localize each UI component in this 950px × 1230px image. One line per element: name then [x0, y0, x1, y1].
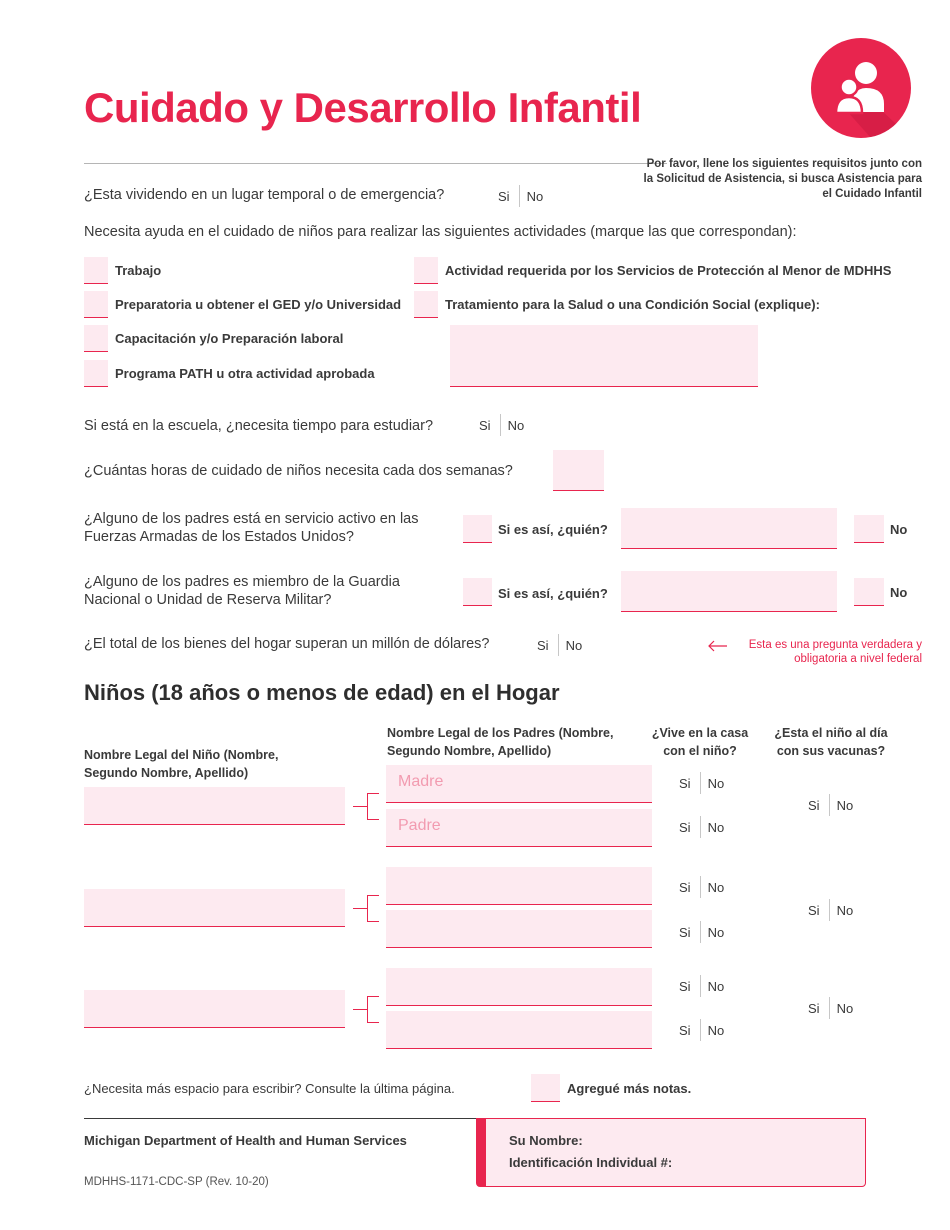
- checkbox-capacitacion[interactable]: [84, 325, 108, 352]
- footer-divider: [84, 1118, 476, 1119]
- checkbox-cps-activity[interactable]: [414, 257, 438, 284]
- child-name-field[interactable]: [84, 990, 345, 1028]
- form-number: MDHHS-1171-CDC-SP (Rev. 10-20): [84, 1176, 269, 1188]
- label-no: No: [890, 522, 908, 537]
- no-option[interactable]: No: [836, 1000, 854, 1016]
- bracket: [367, 895, 379, 922]
- divider: [829, 997, 830, 1019]
- question-armed-forces: ¿Alguno de los padres está en servicio activo en las Fuerzas Armadas de los Estados Unidos?: [84, 511, 419, 545]
- divider: [519, 185, 520, 207]
- yes-no-study-time[interactable]: [479, 414, 524, 436]
- checkbox-national-guard-no[interactable]: [854, 578, 884, 606]
- yes-no-lives-mother[interactable]: [679, 876, 724, 898]
- question-study-time: Si está en la escuela, ¿necesita tiempo para estudiar?: [84, 418, 434, 434]
- father-name-field[interactable]: [386, 1011, 652, 1049]
- yes-option[interactable]: Si: [537, 637, 549, 653]
- title-divider: [84, 163, 667, 164]
- no-option[interactable]: No: [707, 879, 725, 895]
- yes-option[interactable]: Si: [808, 797, 820, 813]
- checkbox-more-notes[interactable]: [531, 1074, 560, 1102]
- yes-option[interactable]: Si: [679, 924, 691, 940]
- divider: [700, 975, 701, 997]
- yes-no-lives-father[interactable]: [679, 1019, 724, 1041]
- no-option[interactable]: No: [707, 978, 725, 994]
- no-option[interactable]: No: [707, 924, 725, 940]
- no-option[interactable]: No: [507, 417, 525, 433]
- label-if-so-who: Si es así, ¿quién?: [498, 522, 608, 537]
- yes-option[interactable]: Si: [679, 1022, 691, 1038]
- father-name-field[interactable]: [386, 809, 652, 847]
- checkbox-armed-forces-no[interactable]: [854, 515, 884, 543]
- yes-option[interactable]: Si: [679, 879, 691, 895]
- child-name-field[interactable]: [84, 889, 345, 927]
- checkbox-national-guard-yes[interactable]: [463, 578, 492, 606]
- children-heading: Niños (18 años o menos de edad) en el Hogar: [84, 680, 560, 705]
- yes-option[interactable]: Si: [808, 902, 820, 918]
- identification-box: [476, 1118, 866, 1187]
- column-lives-with-child: ¿Vive en la casa con el niño?: [651, 726, 749, 758]
- question-assets: ¿El total de los bienes del hogar superan un millón de dólares?: [84, 636, 490, 652]
- divider: [558, 634, 559, 656]
- divider: [700, 816, 701, 838]
- father-placeholder: Padre: [398, 817, 441, 834]
- checkbox-armed-forces-yes[interactable]: [463, 515, 492, 543]
- divider: [700, 876, 701, 898]
- yes-option[interactable]: Si: [679, 819, 691, 835]
- connector: [353, 908, 367, 909]
- no-option[interactable]: No: [526, 188, 544, 204]
- form-title: Cuidado y Desarrollo Infantil: [84, 84, 642, 131]
- no-option[interactable]: No: [565, 637, 583, 653]
- yes-option[interactable]: Si: [679, 978, 691, 994]
- question-national-guard: ¿Alguno de los padres es miembro de la Guardia Nacional o Unidad de Reserva Militar?: [84, 574, 400, 608]
- no-option[interactable]: No: [836, 797, 854, 813]
- yes-option[interactable]: Si: [479, 417, 491, 433]
- connector: [353, 806, 367, 807]
- divider: [700, 921, 701, 943]
- armed-forces-who-field[interactable]: [621, 508, 837, 549]
- connector: [353, 1009, 367, 1010]
- label-path: Programa PATH u otra actividad aprobada: [115, 366, 375, 381]
- label-more-notes: Agregué más notas.: [567, 1081, 692, 1096]
- yes-option[interactable]: Si: [679, 775, 691, 791]
- label-cps-activity: Actividad requerida por los Servicios de Protección al Menor de MDHHS: [445, 263, 892, 278]
- yes-option[interactable]: Si: [498, 188, 510, 204]
- mother-name-field[interactable]: [386, 968, 652, 1006]
- no-option[interactable]: No: [707, 819, 725, 835]
- arrow-left-icon: [708, 640, 728, 652]
- label-capacitacion: Capacitación y/o Preparación laboral: [115, 331, 344, 346]
- checkbox-path[interactable]: [84, 360, 108, 387]
- yes-no-lives-mother[interactable]: [679, 975, 724, 997]
- parent-child-icon: [811, 38, 911, 138]
- divider: [500, 414, 501, 436]
- yes-no-vaccines[interactable]: [808, 899, 853, 921]
- yes-no-lives-father[interactable]: [679, 921, 724, 943]
- no-option[interactable]: No: [836, 902, 854, 918]
- no-option[interactable]: No: [707, 775, 725, 791]
- checkbox-health-treatment[interactable]: [414, 291, 438, 318]
- label-preparatoria: Preparatoria u obtener el GED y/o Universidad: [115, 297, 402, 312]
- checkbox-preparatoria[interactable]: [84, 291, 108, 318]
- label-if-so-who: Si es así, ¿quién?: [498, 586, 608, 601]
- your-name-label: Su Nombre:: [509, 1133, 583, 1148]
- federal-note: Esta es una pregunta verdadera y obligatoria a nivel federal: [748, 639, 922, 665]
- yes-no-vaccines[interactable]: [808, 794, 853, 816]
- bracket: [367, 996, 379, 1023]
- child-name-field[interactable]: [84, 787, 345, 825]
- father-name-field[interactable]: [386, 910, 652, 948]
- yes-option[interactable]: Si: [808, 1000, 820, 1016]
- yes-no-lives-father[interactable]: [679, 816, 724, 838]
- divider: [829, 899, 830, 921]
- divider: [700, 772, 701, 794]
- national-guard-who-field[interactable]: [621, 571, 837, 612]
- yes-no-lives-mother[interactable]: [679, 772, 724, 794]
- yes-no-assets[interactable]: [537, 634, 582, 656]
- label-health-treatment: Tratamiento para la Salud o una Condición Social (explique):: [445, 297, 820, 312]
- checkbox-trabajo[interactable]: [84, 257, 108, 284]
- hours-field[interactable]: [553, 450, 604, 491]
- mother-placeholder: Madre: [398, 773, 444, 790]
- divider: [829, 794, 830, 816]
- column-parent-names: Nombre Legal de los Padres (Nombre, Segundo Nombre, Apellido): [387, 726, 614, 758]
- divider: [700, 1019, 701, 1041]
- instructions-note: Por favor, llene los siguientes requisitos junto con la Solicitud de Asistencia, si busca Asistencia para el Cuidado Infantil: [643, 158, 922, 200]
- yes-no-temporary-housing[interactable]: [498, 185, 543, 207]
- label-no: No: [890, 585, 908, 600]
- question-hours-needed: ¿Cuántas horas de cuidado de niños necesita cada dos semanas?: [84, 463, 513, 479]
- more-space-question: ¿Necesita más espacio para escribir? Consulte la última página.: [84, 1081, 455, 1096]
- question-temporary-housing: ¿Esta vividendo en un lugar temporal o de emergencia?: [84, 187, 445, 203]
- mother-name-field[interactable]: [386, 867, 652, 905]
- yes-no-vaccines[interactable]: [808, 997, 853, 1019]
- explain-field[interactable]: [450, 325, 758, 387]
- department-name: Michigan Department of Health and Human Services: [84, 1133, 407, 1148]
- mother-name-field[interactable]: [386, 765, 652, 803]
- no-option[interactable]: No: [707, 1022, 725, 1038]
- column-child-name: Nombre Legal del Niño (Nombre, Segundo Nombre, Apellido): [84, 748, 279, 780]
- label-trabajo: Trabajo: [115, 263, 162, 278]
- column-vaccines: ¿Esta el niño al día con sus vacunas?: [774, 726, 888, 758]
- bracket: [367, 793, 379, 820]
- activities-intro: Necesita ayuda en el cuidado de niños para realizar las siguientes actividades (marque las que correspondan):: [84, 224, 797, 240]
- individual-id-label: Identificación Individual #:: [509, 1155, 673, 1170]
